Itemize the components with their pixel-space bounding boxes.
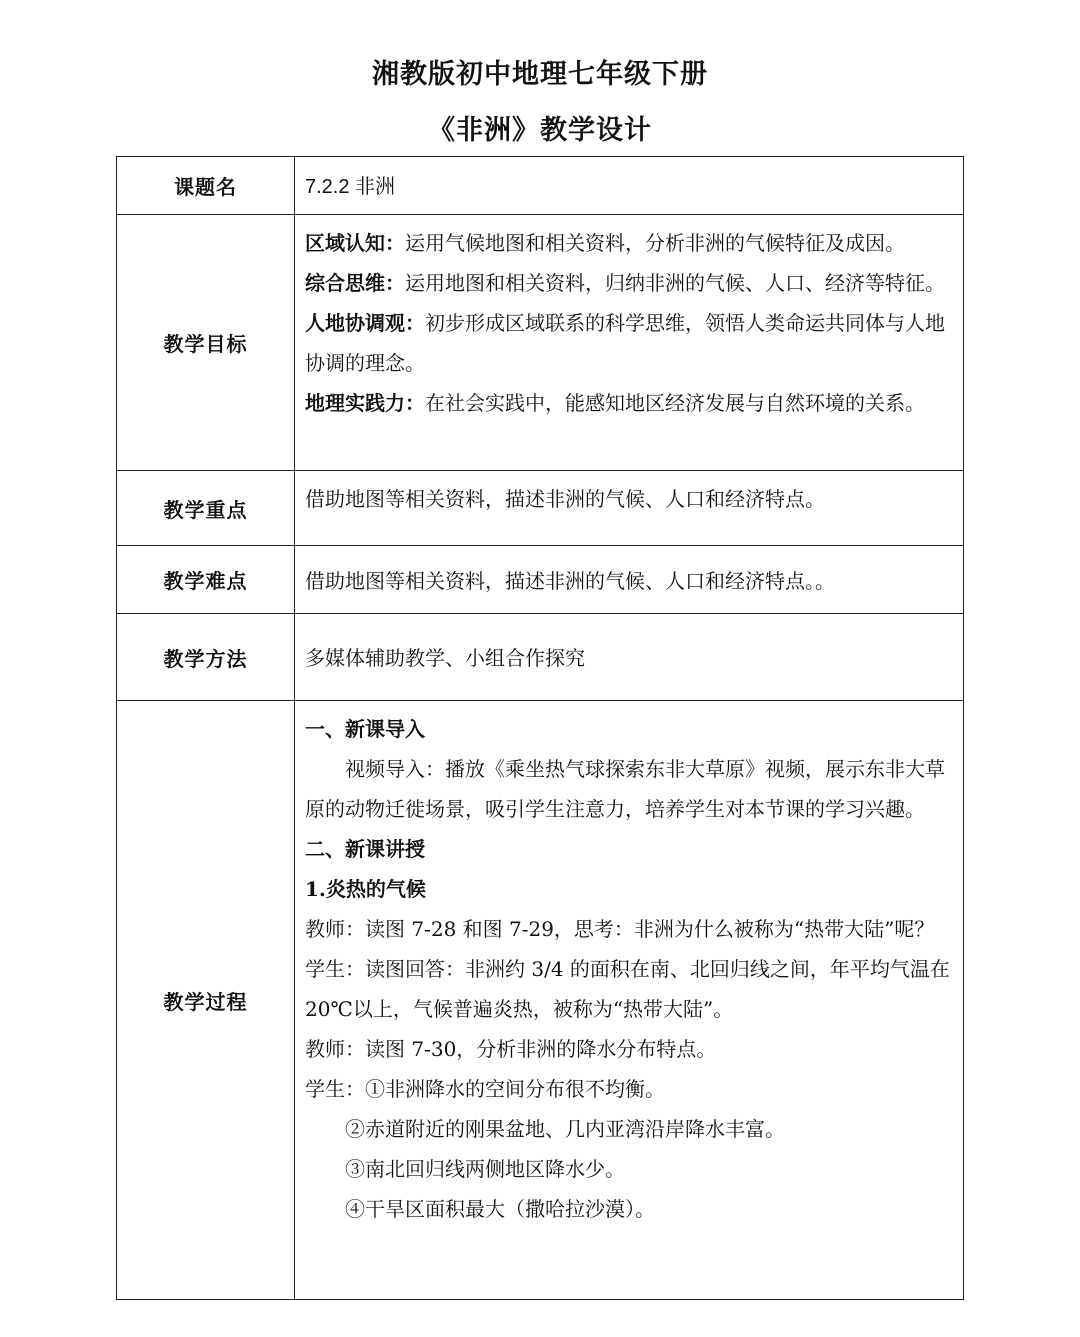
goal-item (305, 223, 955, 263)
lesson-plan-table (116, 156, 964, 1300)
table-row (117, 546, 964, 614)
answer-point: ④干旱区面积最大（撒哈拉沙漠）。 (345, 1197, 655, 1221)
section-paragraph: 视频导入：播放《乘坐热气球探索东非大草原》视频，展示东非大草原的动物迁徙场景，吸引学生注意力，培养学生对本节课的学习兴趣。 (305, 757, 945, 821)
goal-key: 区域认知： (305, 231, 405, 255)
section-heading: 一、新课导入 (305, 717, 425, 741)
topic-value (295, 157, 964, 215)
goals-label: 教学目标 (117, 215, 295, 471)
document-title: 湘教版初中地理七年级下册 (372, 59, 708, 90)
goal-key: 人地协调观： (305, 311, 425, 335)
goal-text: 在社会实践中，能感知地区经济发展与自然环境的关系。 (425, 391, 925, 415)
goal-text: 运用气候地图和相关资料，分析非洲的气候特征及成因。 (405, 231, 905, 255)
goal-item (305, 303, 955, 383)
topic-value-text: 7.2.2 非洲 (305, 176, 396, 198)
goal-item (305, 263, 955, 303)
teacher-question: 教师：读图 7-30，分析非洲的降水分布特点。 (305, 1037, 717, 1061)
document-subtitle: 《非洲》教学设计 (428, 115, 652, 146)
table-row (117, 471, 964, 546)
difficulties-label: 教学难点 (117, 546, 295, 614)
key-points-label: 教学重点 (117, 471, 295, 546)
table-row (117, 157, 964, 215)
methods-label: 教学方法 (117, 614, 295, 701)
goals-content (295, 215, 964, 471)
goal-key: 地理实践力： (305, 391, 425, 415)
student-answer: 学生：读图回答：非洲约 3/4 的面积在南、北回归线之间，年平均气温在 20℃以上，气候普遍炎热，被称为“热带大陆”。 (305, 957, 950, 1021)
answer-point: ③南北回归线两侧地区降水少。 (345, 1157, 625, 1181)
process-content (295, 701, 964, 1300)
topic-label: 课题名 (117, 157, 295, 215)
table-row (117, 215, 964, 471)
process-label: 教学过程 (117, 701, 295, 1300)
goal-text: 初步形成区域联系的科学思维，领悟人类命运共同体与人地协调的理念。 (305, 311, 945, 375)
goal-key: 综合思维： (305, 271, 405, 295)
table-row (117, 614, 964, 701)
student-answer: 学生：①非洲降水的空间分布很不均衡。 (305, 1077, 665, 1101)
teacher-question: 教师：读图 7-28 和图 7-29，思考：非洲为什么被称为“热带大陆”呢？ (305, 917, 935, 941)
section-heading: 二、新课讲授 (305, 837, 425, 861)
difficulties-value: 借助地图等相关资料，描述非洲的气候、人口和经济特点。。 (295, 546, 964, 614)
goal-item (305, 383, 955, 423)
subsection-heading: 1.炎热的气候 (305, 877, 426, 901)
table-row (117, 701, 964, 1300)
goal-text: 运用地图和相关资料，归纳非洲的气候、人口、经济等特征。 (405, 271, 945, 295)
methods-value: 多媒体辅助教学、小组合作探究 (295, 614, 964, 701)
key-points-value: 借助地图等相关资料，描述非洲的气候、人口和经济特点。 (295, 471, 964, 546)
answer-point: ②赤道附近的刚果盆地、几内亚湾沿岸降水丰富。 (345, 1117, 785, 1141)
